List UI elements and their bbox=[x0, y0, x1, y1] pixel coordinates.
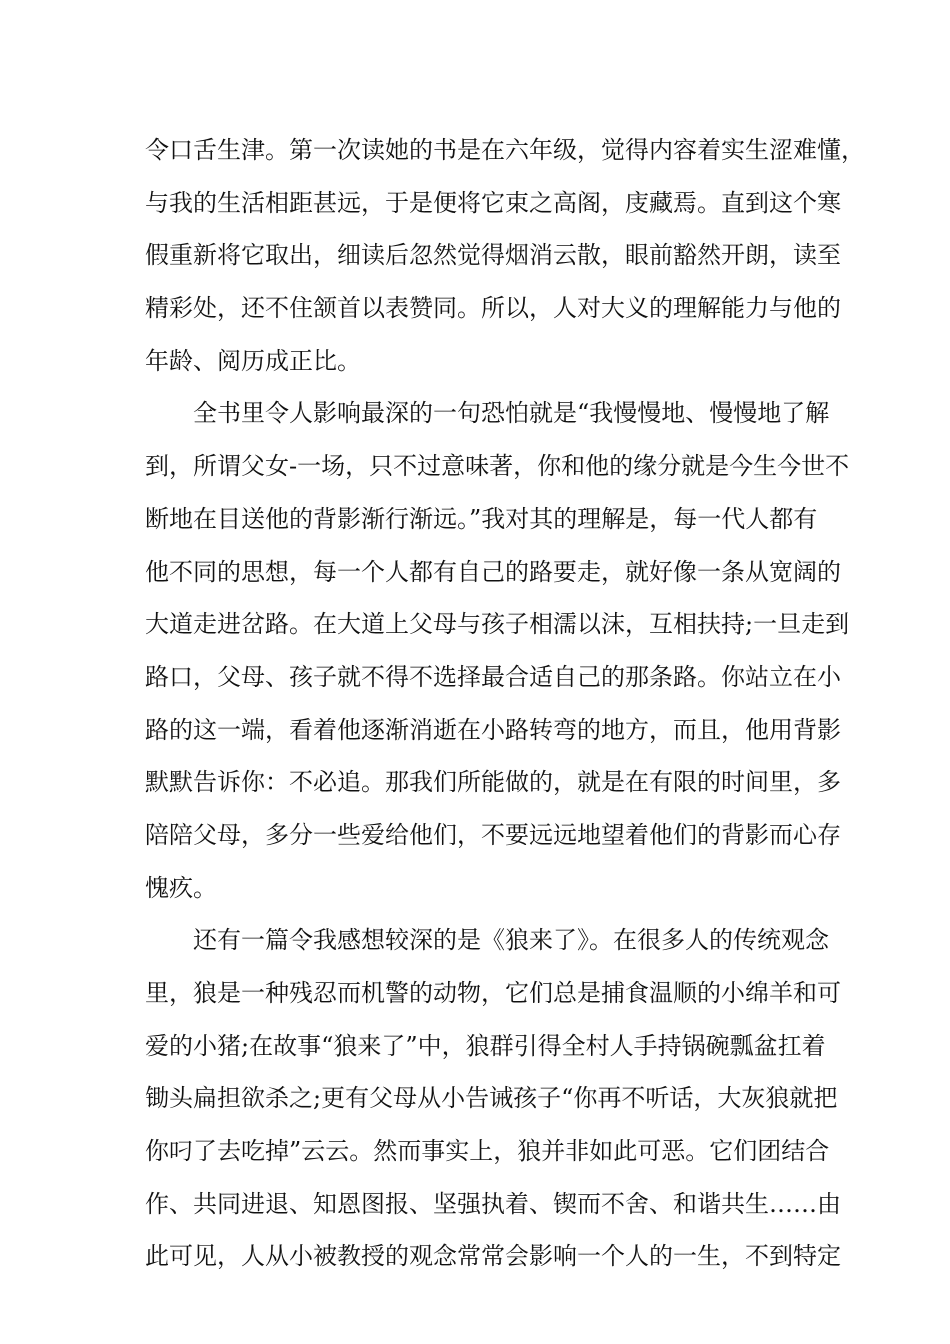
paragraph-2-line-7: 路的这一端，看着他逐渐消逝在小路转弯的地方，而且，他用背影 bbox=[145, 715, 841, 744]
paragraph-1-line-5: 年龄、阅历成正比。 bbox=[145, 346, 361, 375]
paragraph-2-line-10: 愧疚。 bbox=[145, 873, 217, 902]
paragraph-3-line-1: 还有一篇令我感想较深的是《狼来了》。在很多人的传统观念 bbox=[193, 926, 829, 955]
paragraph-3-line-2: 里，狼是一种残忍而机警的动物，它们总是捕食温顺的小绵羊和可 bbox=[145, 979, 841, 1007]
paragraph-2-line-9: 陪陪父母，多分一些爱给他们，不要远远地望着他们的背影而心存 bbox=[145, 820, 841, 849]
paragraph-3-line-6: 作、共同进退、知恩图报、坚强执着、锲而不舍、和谐共生……由 bbox=[145, 1189, 841, 1218]
paragraph-1-line-3: 假重新将它取出，细读后忽然觉得烟消云散，眼前豁然开朗，读至 bbox=[145, 241, 841, 270]
paragraph-2-line-1: 全书里令人影响最深的一句恐怕就是“我慢慢地、慢慢地了解 bbox=[193, 399, 830, 428]
paragraph-3-line-7: 此可见，人从小被教授的观念常常会影响一个人的一生，不到特定 bbox=[145, 1242, 841, 1271]
paragraph-1-line-1: 令口舌生津。第一次读她的书是在六年级，觉得内容着实生涩难懂， bbox=[145, 136, 865, 164]
paragraph-1-line-2: 与我的生活相距甚远，于是便将它束之高阁，庋藏焉。直到这个寒 bbox=[145, 188, 841, 217]
paragraph-3-line-3: 爱的小猪;在故事“狼来了”中，狼群引得全村人手持锅碗瓢盆扛着 bbox=[145, 1031, 826, 1060]
paragraph-2-line-2: 到，所谓父女-一场，只不过意味著，你和他的缘分就是今生今世不 bbox=[145, 452, 850, 481]
body-text bbox=[145, 124, 865, 1283]
paragraph-2-line-5: 大道走进岔路。在大道上父母与孩子相濡以沫，互相扶持;一旦走到 bbox=[145, 610, 850, 639]
paragraph-3-line-5: 你叼了去吃掉”云云。然而事实上，狼并非如此可恶。它们团结合 bbox=[145, 1137, 830, 1166]
paragraph-2-line-3: 断地在目送他的背影渐行渐远。”我对其的理解是，每一代人都有 bbox=[145, 504, 818, 533]
paragraph-2-line-8: 默默告诉你：不必追。那我们所能做的，就是在有限的时间里，多 bbox=[145, 768, 841, 797]
paragraph-3-line-4: 锄头扁担欲杀之;更有父母从小告诫孩子“你再不听话，大灰狼就把 bbox=[145, 1084, 838, 1113]
paragraph-1-line-4: 精彩处，还不住颔首以表赞同。所以，人对大义的理解能力与他的 bbox=[145, 294, 841, 323]
paragraph-2-line-6: 路口，父母、孩子就不得不选择最合适自己的那条路。你站立在小 bbox=[145, 662, 841, 691]
paragraph-2-line-4: 他不同的思想，每一个人都有自己的路要走，就好像一条从宽阔的 bbox=[145, 557, 841, 586]
